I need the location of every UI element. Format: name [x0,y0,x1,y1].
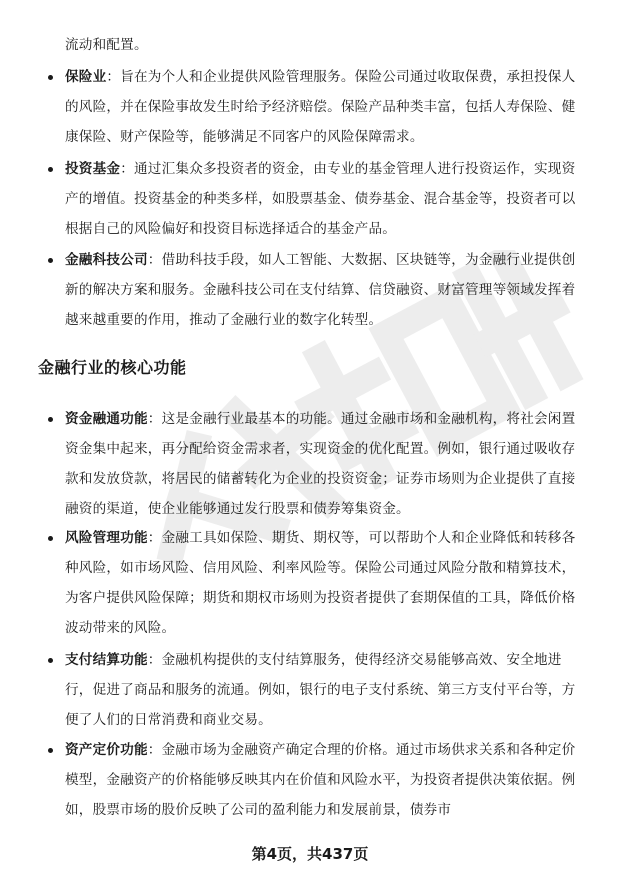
bullet-icon [48,748,53,753]
item-text: 通过汇集众多投资者的资金，由专业的基金管理人进行投资运作，实现资产的增值。投资基金的种类多样，如股票基金、债券基金、混合基金等，投资者可以根据自己的风险偏好和投资目标选择适合的基金产品。 [65,161,576,237]
item-term: 风险管理功能 [65,530,148,546]
lead-text: 流动和配置。 [65,37,148,53]
item-separator: ： [147,530,162,546]
item-term: 支付结算功能 [65,652,148,668]
item-term: 投资基金 [65,161,121,177]
section-title: 金融行业的核心功能 [38,358,187,377]
page-footer: 第4页，共437页 [251,845,369,863]
item-separator: ： [120,161,134,177]
item-text: 旨在为个人和企业提供风险管理服务。保险公司通过收取保费，承担投保人的风险，并在保险事故发生时给予经济赔偿。保险产品种类丰富，包括人寿保险、健康保险、财产保险等，能够满足不同客户的风险保障需求。 [65,69,576,145]
item-text: 金融工具如保险、期货、期权等，可以帮助个人和企业降低和转移各种风险，如市场风险、信用风险、利率风险等。保险公司通过风险分散和精算技术，为客户提供风险保障；期货和期权市场则为投资者提供了套期保值的工具，降低价格波动带来的风险。 [65,530,576,636]
item-term: 资金融通功能 [65,411,148,427]
item-text: 借助科技手段，如人工智能、大数据、区块链等，为金融行业提供创新的解决方案和服务。金融科技公司在支付结算、信贷融资、财富管理等领域发挥着越来越重要的作用，推动了金融行业的数字化转型。 [65,252,576,328]
item-separator: ： [147,252,162,268]
item-text: 金融市场为金融资产确定合理的价格。通过市场供求关系和各种定价模型，金融资产的价格能够反映其内在价值和风险水平，为投资者提供决策依据。例如，股票市场的股价反映了公司的盈利能力和发展前景，债券市 [65,742,576,818]
item-term: 保险业 [65,69,107,85]
item-text: 金融机构提供的支付结算服务，使得经济交易能够高效、安全地进行，促进了商品和服务的流通。例如，银行的电子支付系统、第三方支付平台等，方便了人们的日常消费和商业交易。 [65,652,576,728]
item-separator: ： [147,742,162,758]
item-separator: ： [147,411,162,427]
item-term: 金融科技公司 [65,252,148,268]
bullet-icon [48,417,53,422]
bullet-icon [48,167,53,172]
item-text: 这是金融行业最基本的功能。通过金融市场和金融机构，将社会闲置资金集中起来，再分配给资金需求者，实现资金的优化配置。例如，银行通过吸收存款和发放贷款，将居民的储蓄转化为企业的投资资金；证券市场则为企业提供了直接融资的渠道，使企业能够通过发行股票和债券筹集资金。 [65,411,576,517]
bullet-icon [48,536,53,541]
bullet-icon [48,75,53,80]
item-term: 资产定价功能 [65,742,148,758]
item-separator: ： [147,652,162,668]
item-separator: ： [106,69,121,85]
bullet-icon [48,258,53,263]
bullet-icon [48,658,53,663]
